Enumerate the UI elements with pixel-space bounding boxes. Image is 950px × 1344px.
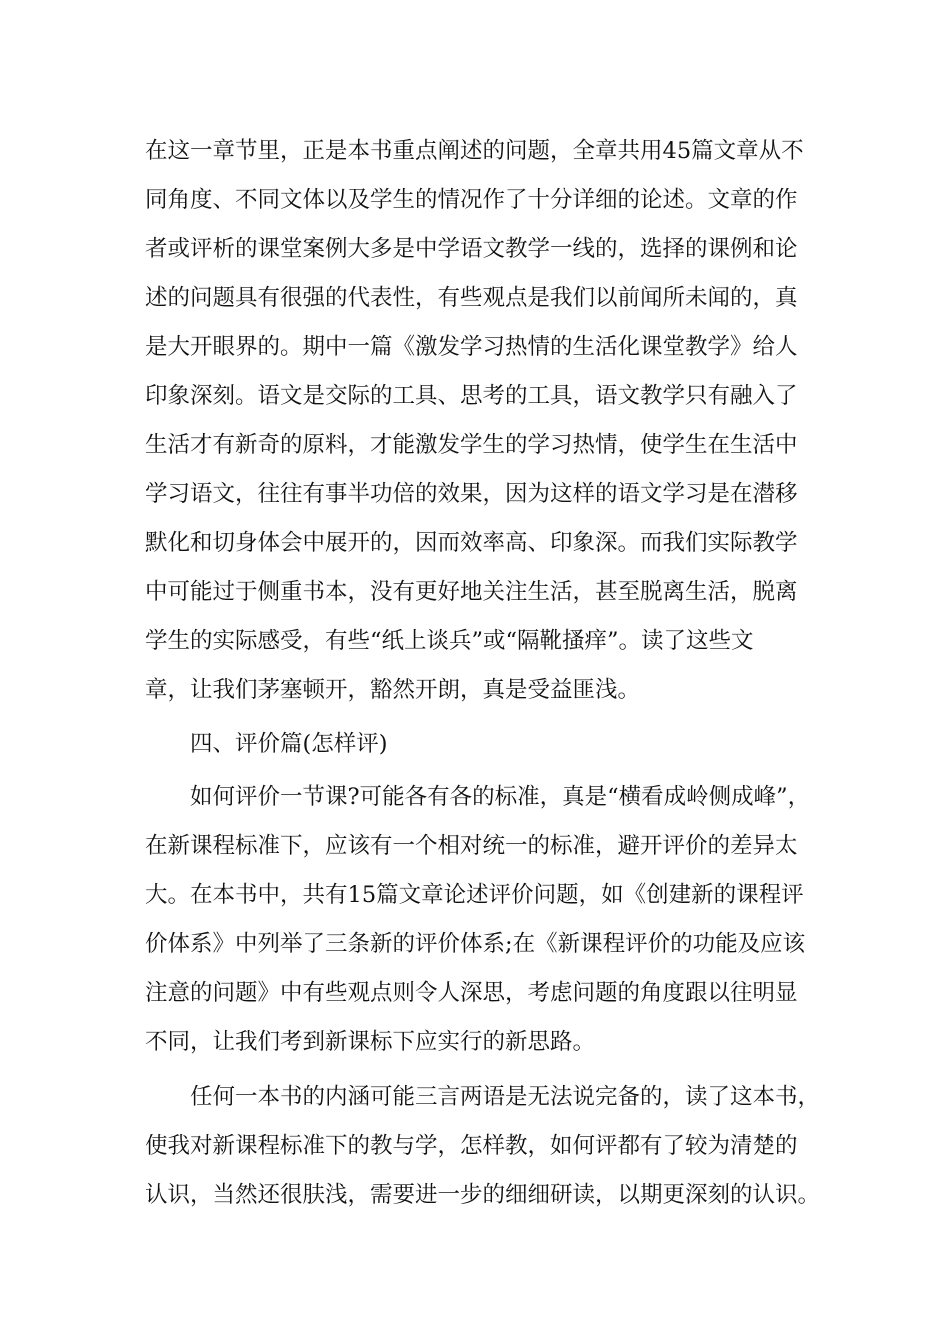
text-line: 是大开眼界的。期中一篇《激发学习热情的生活化课堂教学》给人	[145, 334, 798, 360]
text-line: 中可能过于侧重书本，没有更好地关注生活，甚至脱离生活，脱离	[145, 579, 798, 605]
paragraph-3	[145, 773, 825, 1067]
text-line: 不同，让我们考到新课标下应实行的新思路。	[145, 1029, 596, 1055]
text-line: 同角度、不同文体以及学生的情况作了十分详细的论述。文章的作	[145, 187, 798, 213]
text-line: 章，让我们茅塞顿开，豁然开朗，真是受益匪浅。	[145, 677, 641, 703]
text-line: 认识，当然还很肤浅，需要进一步的细细研读，以期更深刻的认识。	[145, 1182, 821, 1208]
text-line: 印象深刻。语文是交际的工具、思考的工具，语文教学只有融入了	[145, 383, 798, 409]
text-line: 大。在本书中，共有15篇文章论述评价问题，如《创建新的课程评	[145, 882, 804, 908]
heading-text: 四、评价篇(怎样评)	[190, 731, 388, 757]
text-line: 在这一章节里，正是本书重点阐述的问题，全章共用45篇文章从不	[145, 138, 804, 164]
text-line: 学习语文，往往有事半功倍的效果，因为这样的语文学习是在潜移	[145, 481, 798, 507]
text-line: 生活才有新奇的原料，才能激发学生的学习热情，使学生在生活中	[145, 432, 798, 458]
text-line: 如何评价一节课?可能各有各的标准，真是“横看成岭侧成峰”，	[190, 784, 811, 810]
paragraph-1	[145, 127, 825, 715]
text-line: 者或评析的课堂案例大多是中学语文教学一线的，选择的课例和论	[145, 236, 798, 262]
text-line: 注意的问题》中有些观点则令人深思，考虑问题的角度跟以往明显	[145, 980, 798, 1006]
paragraph-4	[145, 1073, 825, 1220]
text-line: 述的问题具有很强的代表性，有些观点是我们以前闻所未闻的，真	[145, 285, 798, 311]
text-line: 在新课程标准下，应该有一个相对统一的标准，避开评价的差异太	[145, 833, 798, 859]
text-line: 任何一本书的内涵可能三言两语是无法说完备的，读了这本书，	[190, 1084, 821, 1110]
text-line: 价体系》中列举了三条新的评价体系;在《新课程评价的功能及应该	[145, 931, 806, 957]
text-line: 使我对新课程标准下的教与学，怎样教，如何评都有了较为清楚的	[145, 1133, 798, 1159]
text-line: 默化和切身体会中展开的，因而效率高、印象深。而我们实际教学	[145, 530, 798, 556]
section-heading	[145, 720, 825, 769]
text-line: 学生的实际感受，有些“纸上谈兵”或“隔靴搔痒”。读了这些文	[145, 628, 754, 654]
